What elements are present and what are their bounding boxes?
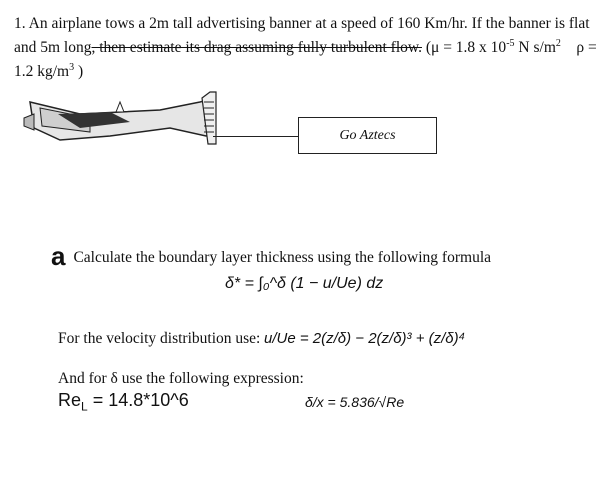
viscosity-unit: N s/m <box>514 39 556 57</box>
problem-statement <box>14 14 600 82</box>
displacement-thickness-formula <box>225 275 383 293</box>
tow-rope <box>213 136 299 137</box>
reynolds-value: = 14.8*10^6 <box>87 390 189 410</box>
reynolds-number <box>58 390 189 414</box>
density-text: ρ = 1.2 kg/m <box>14 39 597 81</box>
formula-text: δ* = ∫₀^δ (1 − u/Ue) dz <box>225 275 384 292</box>
question-text: Calculate the boundary layer thickness using the following formula <box>73 249 491 266</box>
viscosity-text: (μ = 1.8 x 10 <box>421 39 507 57</box>
density-exponent: 3 <box>69 62 75 74</box>
delta-expression-label: And for δ use the following expression: <box>58 370 304 387</box>
velocity-expression: u/Ue = 2(z/δ) − 2(z/δ)³ + (z/δ)⁴ <box>264 330 466 347</box>
velocity-label: For the velocity distribution use: <box>58 330 261 347</box>
problem-text: An airplane tows a 2m tall advertising banner at a speed of 160 Km/hr. If the banner is flat and 5m long <box>14 15 590 57</box>
reynolds-subscript: L <box>81 399 88 414</box>
reynolds-symbol: Re <box>58 390 82 410</box>
unit-exponent: 2 <box>555 38 561 49</box>
problem-number: 1. <box>14 15 26 32</box>
question-label: a <box>51 241 66 271</box>
banner-text: Go Aztecs <box>339 127 396 143</box>
banner <box>298 117 437 154</box>
airplane-illustration <box>20 88 220 158</box>
struck-text: , then estimate its drag assuming fully turbulent flow. <box>91 39 422 57</box>
delta-formula: δ/x = 5.836/√Re <box>305 394 405 410</box>
density-close: ) <box>74 63 84 81</box>
question-a <box>51 241 491 272</box>
viscosity-exponent: -5 <box>506 38 515 49</box>
